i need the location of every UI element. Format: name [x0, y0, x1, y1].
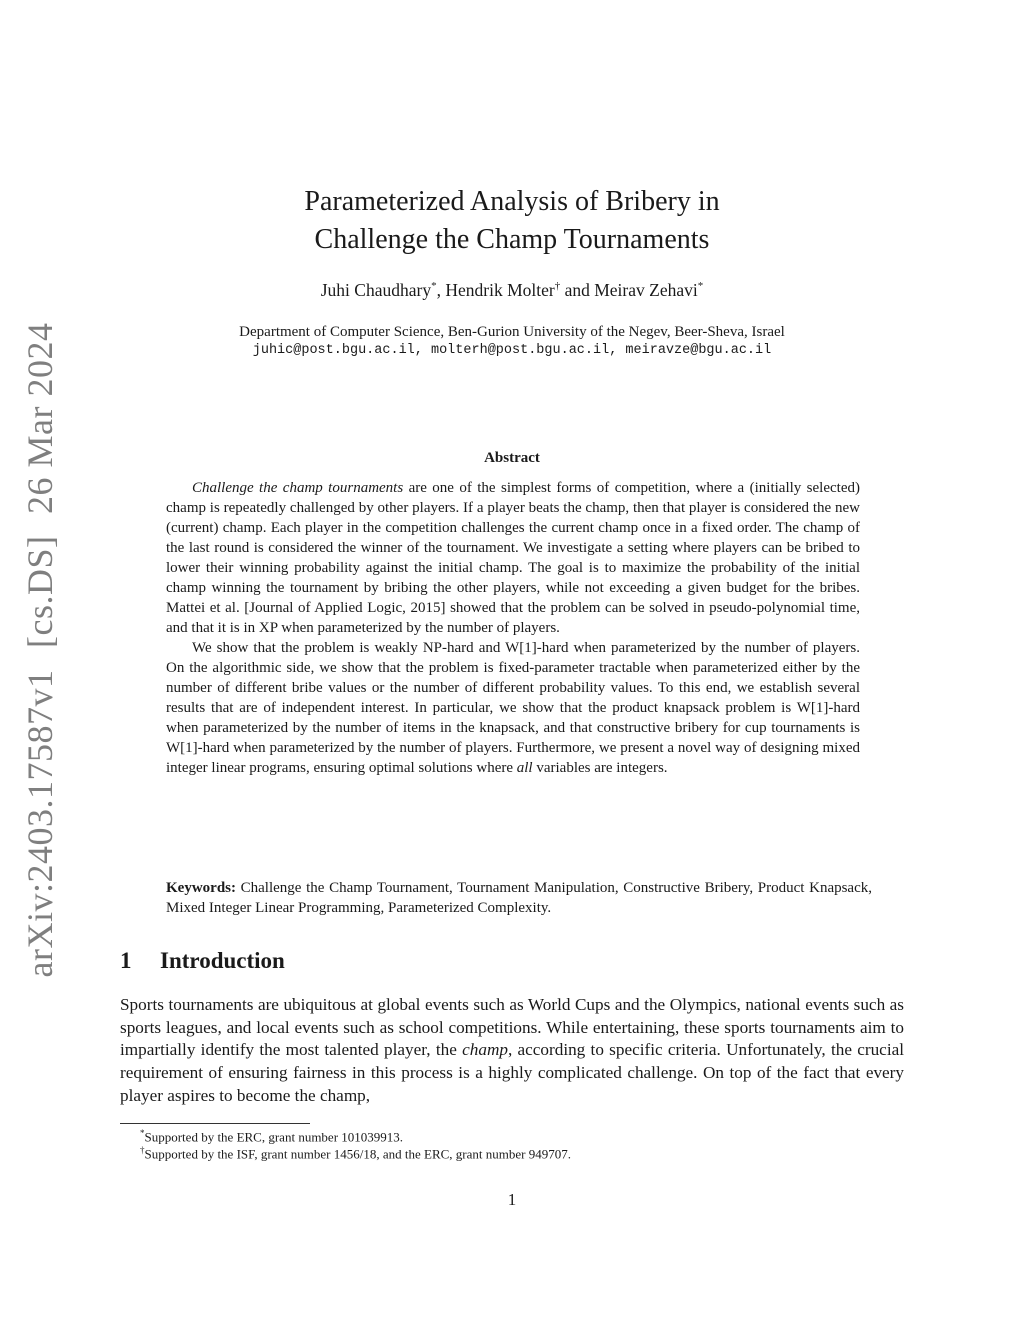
- arxiv-id: arXiv:2403.17587v1: [20, 669, 60, 978]
- section-title: Introduction: [160, 948, 285, 973]
- footnote-rule: [120, 1123, 310, 1124]
- abstract-text: are one of the simplest forms of competition, where a (initially selected) champ is repeatedly challenged by other players. If a player beats the champ, then that player is considered the new (current) champ. Each player in the competition challenges the current champ once in a fixed order. The champ of the last round is considered the winner of the tournament. We investigate a setting where players can be bribed to lower their winning probability against the initial champ. The goal is to maximize the probability of the initial champ winning the tournament by bribing the other players, while not exceeding a given budget for the bribes. Mattei et al. [Journal of Applied Logic, 2015] showed that the problem can be solved in pseudo-polynomial time, and that it is in XP when parameterized by the number of players.: [166, 480, 860, 636]
- arxiv-stamp: [19, 317, 61, 984]
- author-list: Juhi Chaudhary*, Hendrik Molter† and Meirav Zehavi*: [320, 280, 704, 300]
- intro-paragraph: [120, 994, 904, 1108]
- abstract-text: We show that the problem is weakly NP-hard and W[1]-hard when parameterized by the number of players. On the algorithmic side, we show that the problem is fixed-parameter tractable when parameterized either by the number of different bribe values or the number of different probability values. To this end, we establish several results that are of independent interest. In particular, we show that the product knapsack problem is W[1]-hard when parameterized by the number of items in the knapsack, and that constructive bribery for cup tournaments is W[1]-hard when parameterized by the number of players. Furthermore, we present a novel way of designing mixed integer linear programs, ensuring optimal solutions where: [166, 640, 860, 776]
- section-heading: [120, 948, 285, 974]
- intro-emphasis: champ: [462, 1040, 508, 1060]
- abstract-paragraph: [166, 638, 860, 778]
- title-line-2: Challenge the Champ Tournaments: [314, 224, 710, 255]
- author-emails: juhic@post.bgu.ac.il, molterh@post.bgu.ac.il, meiravze@bgu.ac.il: [252, 343, 772, 358]
- footnote-mark: †: [140, 1145, 145, 1155]
- author-conjunction: and: [564, 280, 590, 300]
- author-name: Juhi Chaudhary: [320, 280, 432, 300]
- page-number: 1: [507, 1190, 517, 1209]
- abstract-body: [166, 478, 860, 778]
- intro-text: , according to specific criteria. Unfortunately, the crucial requirement of ensuring fairness in this process is a highly complicated challenge. On top of the fact that every player aspires to become the champ,: [120, 1040, 904, 1105]
- footnote-text: Supported by the ERC, grant number 101039913.: [144, 1129, 404, 1145]
- footnote-mark: *: [140, 1128, 145, 1138]
- affiliation: Department of Computer Science, Ben-Gurion University of the Negev, Beer-Sheva, Israel: [239, 324, 785, 340]
- author-name: Meirav Zehavi: [594, 280, 698, 300]
- title-line-1: Parameterized Analysis of Bribery in: [304, 186, 720, 217]
- footnote: [140, 1142, 571, 1162]
- keywords-label: Keywords:: [166, 880, 236, 896]
- author-name: Hendrik Molter: [445, 280, 555, 300]
- keywords: [166, 878, 872, 918]
- intro-text: Sports tournaments are ubiquitous at global events such as World Cups and the Olympics, national events such as sports leagues, and local events such as school competitions. While entertaining, these sports tournaments aim to impartially identify the most talented player, the: [120, 995, 904, 1060]
- paper-title: [0, 183, 1024, 259]
- arxiv-category: [cs.DS]: [20, 535, 60, 648]
- author-mark: †: [554, 280, 561, 293]
- abstract-emphasis: all: [516, 760, 533, 776]
- keywords-text: Challenge the Champ Tournament, Tournament Manipulation, Constructive Bribery, Product Knapsack, Mixed Integer Linear Programming, Parameterized Complexity.: [166, 880, 872, 916]
- author-mark: *: [697, 280, 704, 293]
- section-number: 1: [120, 948, 132, 973]
- arxiv-date: 26 Mar 2024: [20, 322, 60, 515]
- abstract-paragraph: [166, 478, 860, 638]
- footnote-text: Supported by the ISF, grant number 1456/18, and the ERC, grant number 949707.: [144, 1146, 571, 1162]
- abstract-emphasis: Challenge the champ tournaments: [192, 480, 404, 496]
- abstract-heading: Abstract: [484, 450, 540, 466]
- author-mark: *: [431, 280, 437, 293]
- abstract-text: variables are integers.: [532, 760, 668, 776]
